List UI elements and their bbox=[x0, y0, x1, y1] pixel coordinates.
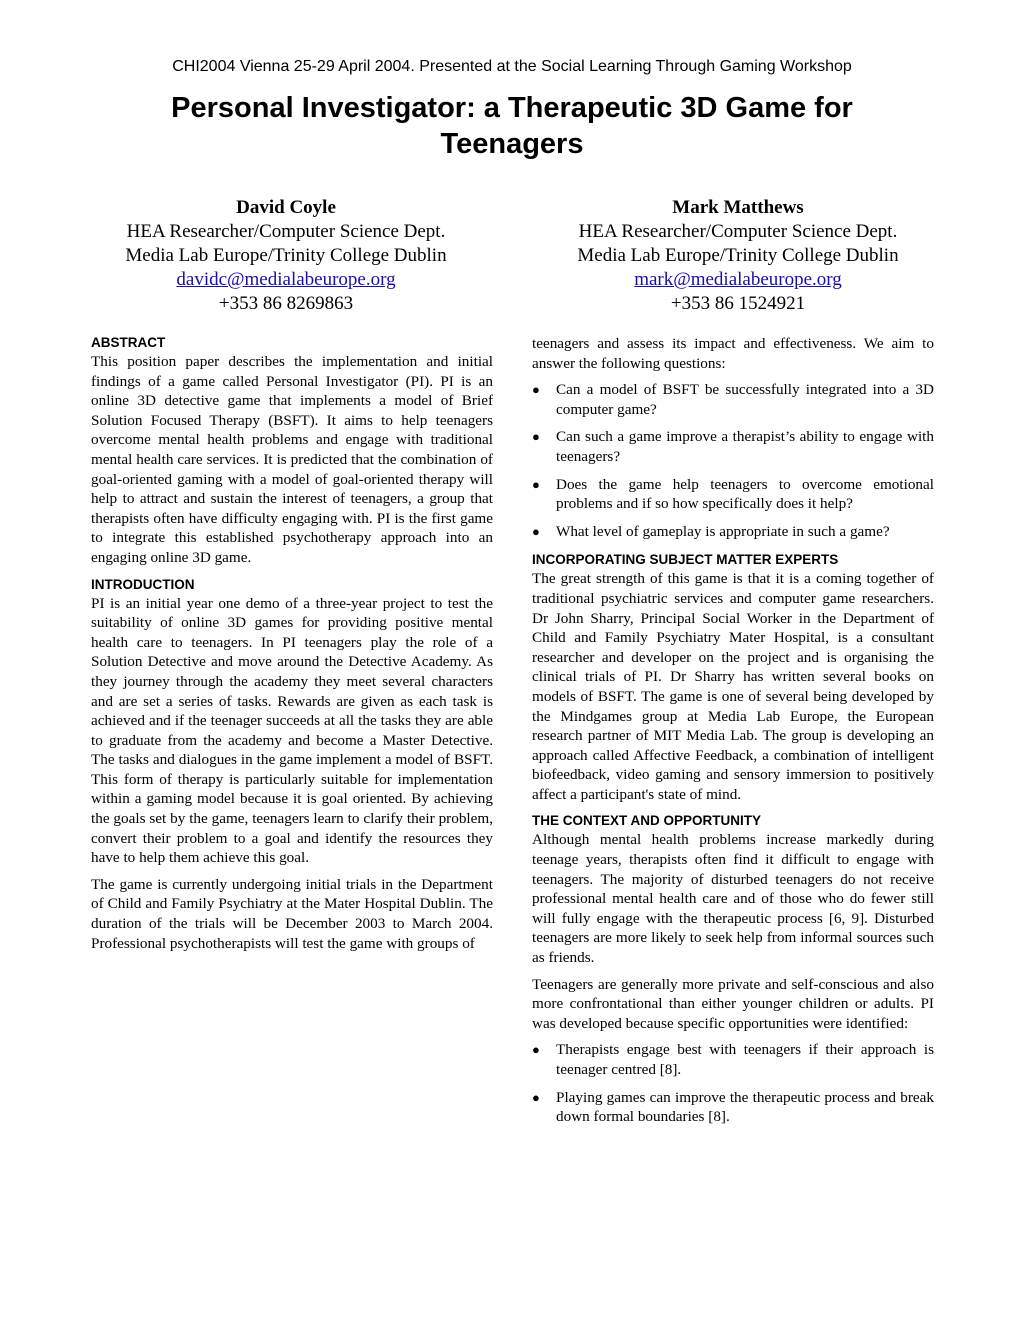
author-block-1 bbox=[66, 196, 506, 316]
list-item: ● Can such a game improve a therapist’s ability to engage with teenagers? bbox=[532, 428, 934, 465]
experts-text: The great strength of this game is that it is a coming together of traditional psychiatric services and computer game researchers. Dr John Sharry, Principal Social Worker in the Department of Child and Family Psychiatry Mater Hospital, is a consultant researcher and developer on the project and is organising the clinical trials of PI. Dr Sharry has written several books on models of BSFT. The game is one of several being developed by the Mindgames group at Media Lab Europe, the European research partner of MIT Media Lab. The group is developing an approach called Affective Feedback, a combination of intelligent biofeedback, video gaming and sensory immersion to positively affect a participant's state of mind. bbox=[532, 570, 934, 803]
context-paragraph: Teenagers are generally more private and self-conscious and also more confrontational than either younger children or adults. PI was developed because specific opportunities were identified: bbox=[532, 975, 934, 1032]
author-role: HEA Researcher/Computer Science Dept. bbox=[578, 221, 898, 242]
author-email-link[interactable]: mark@medialabeurope.org bbox=[634, 269, 842, 290]
author-block-2 bbox=[518, 196, 958, 316]
introduction-paragraph: PI is an initial year one demo of a three-year project to test the suitability of online 3D games for providing positive mental health care to teenagers. In PI teenagers play the role of a Solution Detective and move around the Detective Academy. As they journey through the academy they meet several characters and are set a series of tasks. Rewards are given as each task is achieved and if the teenager succeeds at all the tasks they are able to graduate from the academy and become a Master Detective. The tasks and dialogues in the game implement a model of BSFT. This form of therapy is particularly suitable for implementation within a gaming model because it is goal oriented. By achieving the goals set by the game, teenagers learn to clarify their problem, convert their problem to a goal and identify the resources they have to help them achieve this goal. bbox=[91, 594, 493, 867]
author-role: HEA Researcher/Computer Science Dept. bbox=[126, 221, 446, 242]
list-item: ● What level of gameplay is appropriate in such a game? bbox=[532, 522, 890, 540]
author-affiliation: Media Lab Europe/Trinity College Dublin bbox=[125, 245, 447, 266]
bullet-icon: ● bbox=[532, 1042, 540, 1058]
author-affiliation: Media Lab Europe/Trinity College Dublin bbox=[577, 245, 899, 266]
bullet-icon: ● bbox=[532, 429, 540, 445]
author-phone: +353 86 8269863 bbox=[218, 293, 354, 314]
paper-title: Personal Investigator: a Therapeutic 3D Game for Teenagers bbox=[171, 92, 853, 160]
left-column bbox=[91, 334, 493, 960]
introduction-continued: teenagers and assess its impact and effectiveness. We aim to answer the following questions: bbox=[532, 335, 934, 372]
introduction-heading: INTRODUCTION bbox=[91, 576, 195, 592]
bullet-icon: ● bbox=[532, 476, 540, 492]
opportunities-list bbox=[532, 1040, 934, 1126]
bullet-icon: ● bbox=[532, 1089, 540, 1105]
author-name: Mark Matthews bbox=[672, 197, 804, 218]
questions-list bbox=[532, 380, 934, 541]
abstract-heading: ABSTRACT bbox=[91, 335, 166, 350]
author-phone: +353 86 1524921 bbox=[670, 293, 806, 314]
experts-heading: INCORPORATING SUBJECT MATTER EXPERTS bbox=[532, 552, 839, 568]
list-item: ● Therapists engage best with teenagers if their approach is teenager centred [8]. bbox=[532, 1041, 934, 1078]
context-paragraph: Although mental health problems increase markedly during teenage years, therapists often find it difficult to engage with teenagers. The majority of disturbed teenagers do not receive professional mental health care and of those who do fewer still will fully engage with the therapeutic process [6, 9]. Disturbed teenagers are more likely to seek help from informal sources such as friends. bbox=[532, 831, 934, 967]
page-header: CHI2004 Vienna 25-29 April 2004. Presented at the Social Learning Through Gaming Workshop bbox=[172, 58, 852, 75]
right-column bbox=[532, 334, 934, 1137]
abstract-text: This position paper describes the implementation and initial findings of a game called Personal Investigator (PI). PI is an online 3D detective game that implements a model of Brief Solution Focused Therapy (BSFT). It aims to help teenagers overcome mental health problems and engage with traditional mental health care services. It is predicted that the combination of goal-oriented gaming with a model of goal-oriented therapy will help to attract and sustain the interest of teenagers, a group that therapists often have difficulty engaging with. PI is the first game to integrate this established psychotherapy approach into an engaging online 3D game. bbox=[91, 353, 493, 566]
list-item: ● Playing games can improve the therapeutic process and break down formal boundaries [8]. bbox=[532, 1088, 934, 1126]
bullet-icon: ● bbox=[532, 523, 540, 539]
author-name: David Coyle bbox=[236, 197, 336, 218]
introduction-paragraph: The game is currently undergoing initial trials in the Department of Child and Family Psychiatry at the Mater Hospital Dublin. The duration of the trials will be December 2003 to March 2004. Professional psychotherapists will test the game with groups of bbox=[91, 875, 493, 952]
bullet-icon: ● bbox=[532, 382, 540, 398]
list-item: ● Does the game help teenagers to overcome emotional problems and if so how specifically does it help? bbox=[532, 475, 934, 513]
list-item: ● Can a model of BSFT be successfully integrated into a 3D computer game? bbox=[532, 381, 934, 418]
context-heading: THE CONTEXT AND OPPORTUNITY bbox=[532, 813, 762, 829]
author-email-link[interactable]: davidc@medialabeurope.org bbox=[176, 269, 396, 290]
